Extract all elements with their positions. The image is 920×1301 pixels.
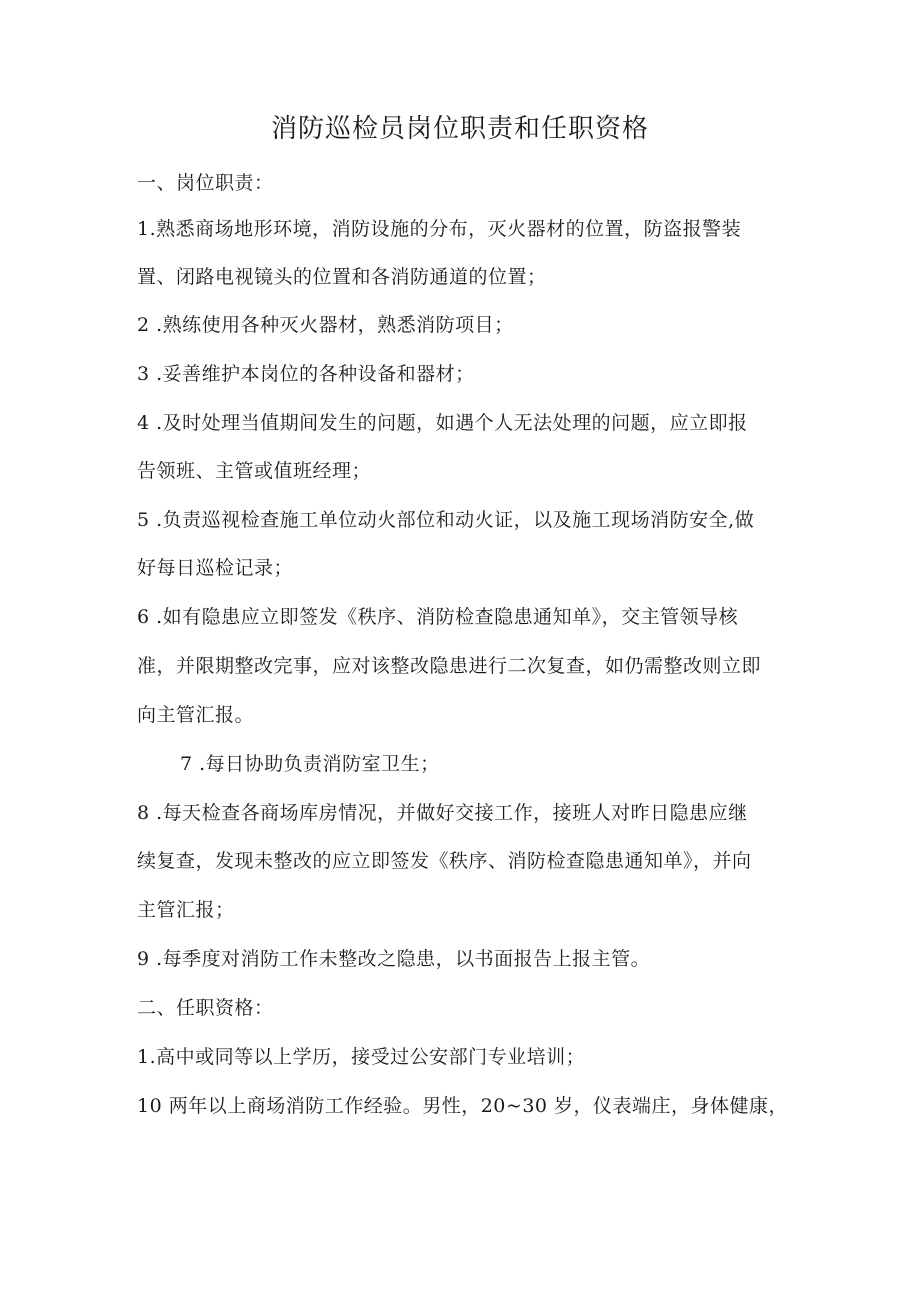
duty-8-line-1: 8 .每天检查各商场库房情况，并做好交接工作，接班人对昨日隐患应继 xyxy=(137,802,748,824)
section-heading-duties: 一、岗位职责： xyxy=(137,172,274,194)
duty-8-line-2: 续复查，发现未整改的应立即签发《秩序、消防检查隐患通知单》，并向 xyxy=(137,850,752,872)
duty-2: 2 .熟练使用各种灭火器材，熟悉消防项目； xyxy=(137,314,514,336)
qualification-2: 10 两年以上商场消防工作经验。男性，20~30 岁，仪表端庄，身体健康， xyxy=(137,1095,789,1117)
duty-6-line-3: 向主管汇报。 xyxy=(137,704,255,726)
duty-7: 7 .每日协助负责消防室卫生； xyxy=(180,753,440,775)
duty-5-line-2: 好每日巡检记录； xyxy=(137,557,294,579)
duty-3: 3 .妥善维护本岗位的各种设备和器材； xyxy=(137,363,475,385)
duty-5-line-1: 5 .负责巡视检查施工单位动火部位和动火证，以及施工现场消防安全,做 xyxy=(137,509,755,531)
duty-4-line-1: 4 .及时处理当值期间发生的问题，如遇个人无法处理的问题，应立即报 xyxy=(137,412,748,434)
duty-1-line-1: 1.熟悉商场地形环境，消防设施的分布，灭火器材的位置，防盗报警装 xyxy=(137,218,742,240)
duty-6-line-1: 6 .如有隐患应立即签发《秩序、消防检查隐患通知单》，交主管领导核 xyxy=(137,606,739,628)
duty-6-line-2: 准，并限期整改完事，应对该整改隐患进行二次复查，如仍需整改则立即 xyxy=(137,655,762,677)
duty-1-line-2: 置、闭路电视镜头的位置和各消防通道的位置； xyxy=(137,266,547,288)
qualification-1: 1.高中或同等以上学历，接受过公安部门专业培训； xyxy=(137,1046,586,1068)
section-heading-qualifications: 二、任职资格： xyxy=(137,997,274,1019)
document-title: 消防巡检员岗位职责和任职资格 xyxy=(270,114,649,144)
duty-4-line-2: 告领班、主管或值班经理； xyxy=(137,460,372,482)
duty-8-line-3: 主管汇报； xyxy=(137,899,235,921)
duty-9: 9 .每季度对消防工作未整改之隐患，以书面报告上报主管。 xyxy=(137,948,651,970)
